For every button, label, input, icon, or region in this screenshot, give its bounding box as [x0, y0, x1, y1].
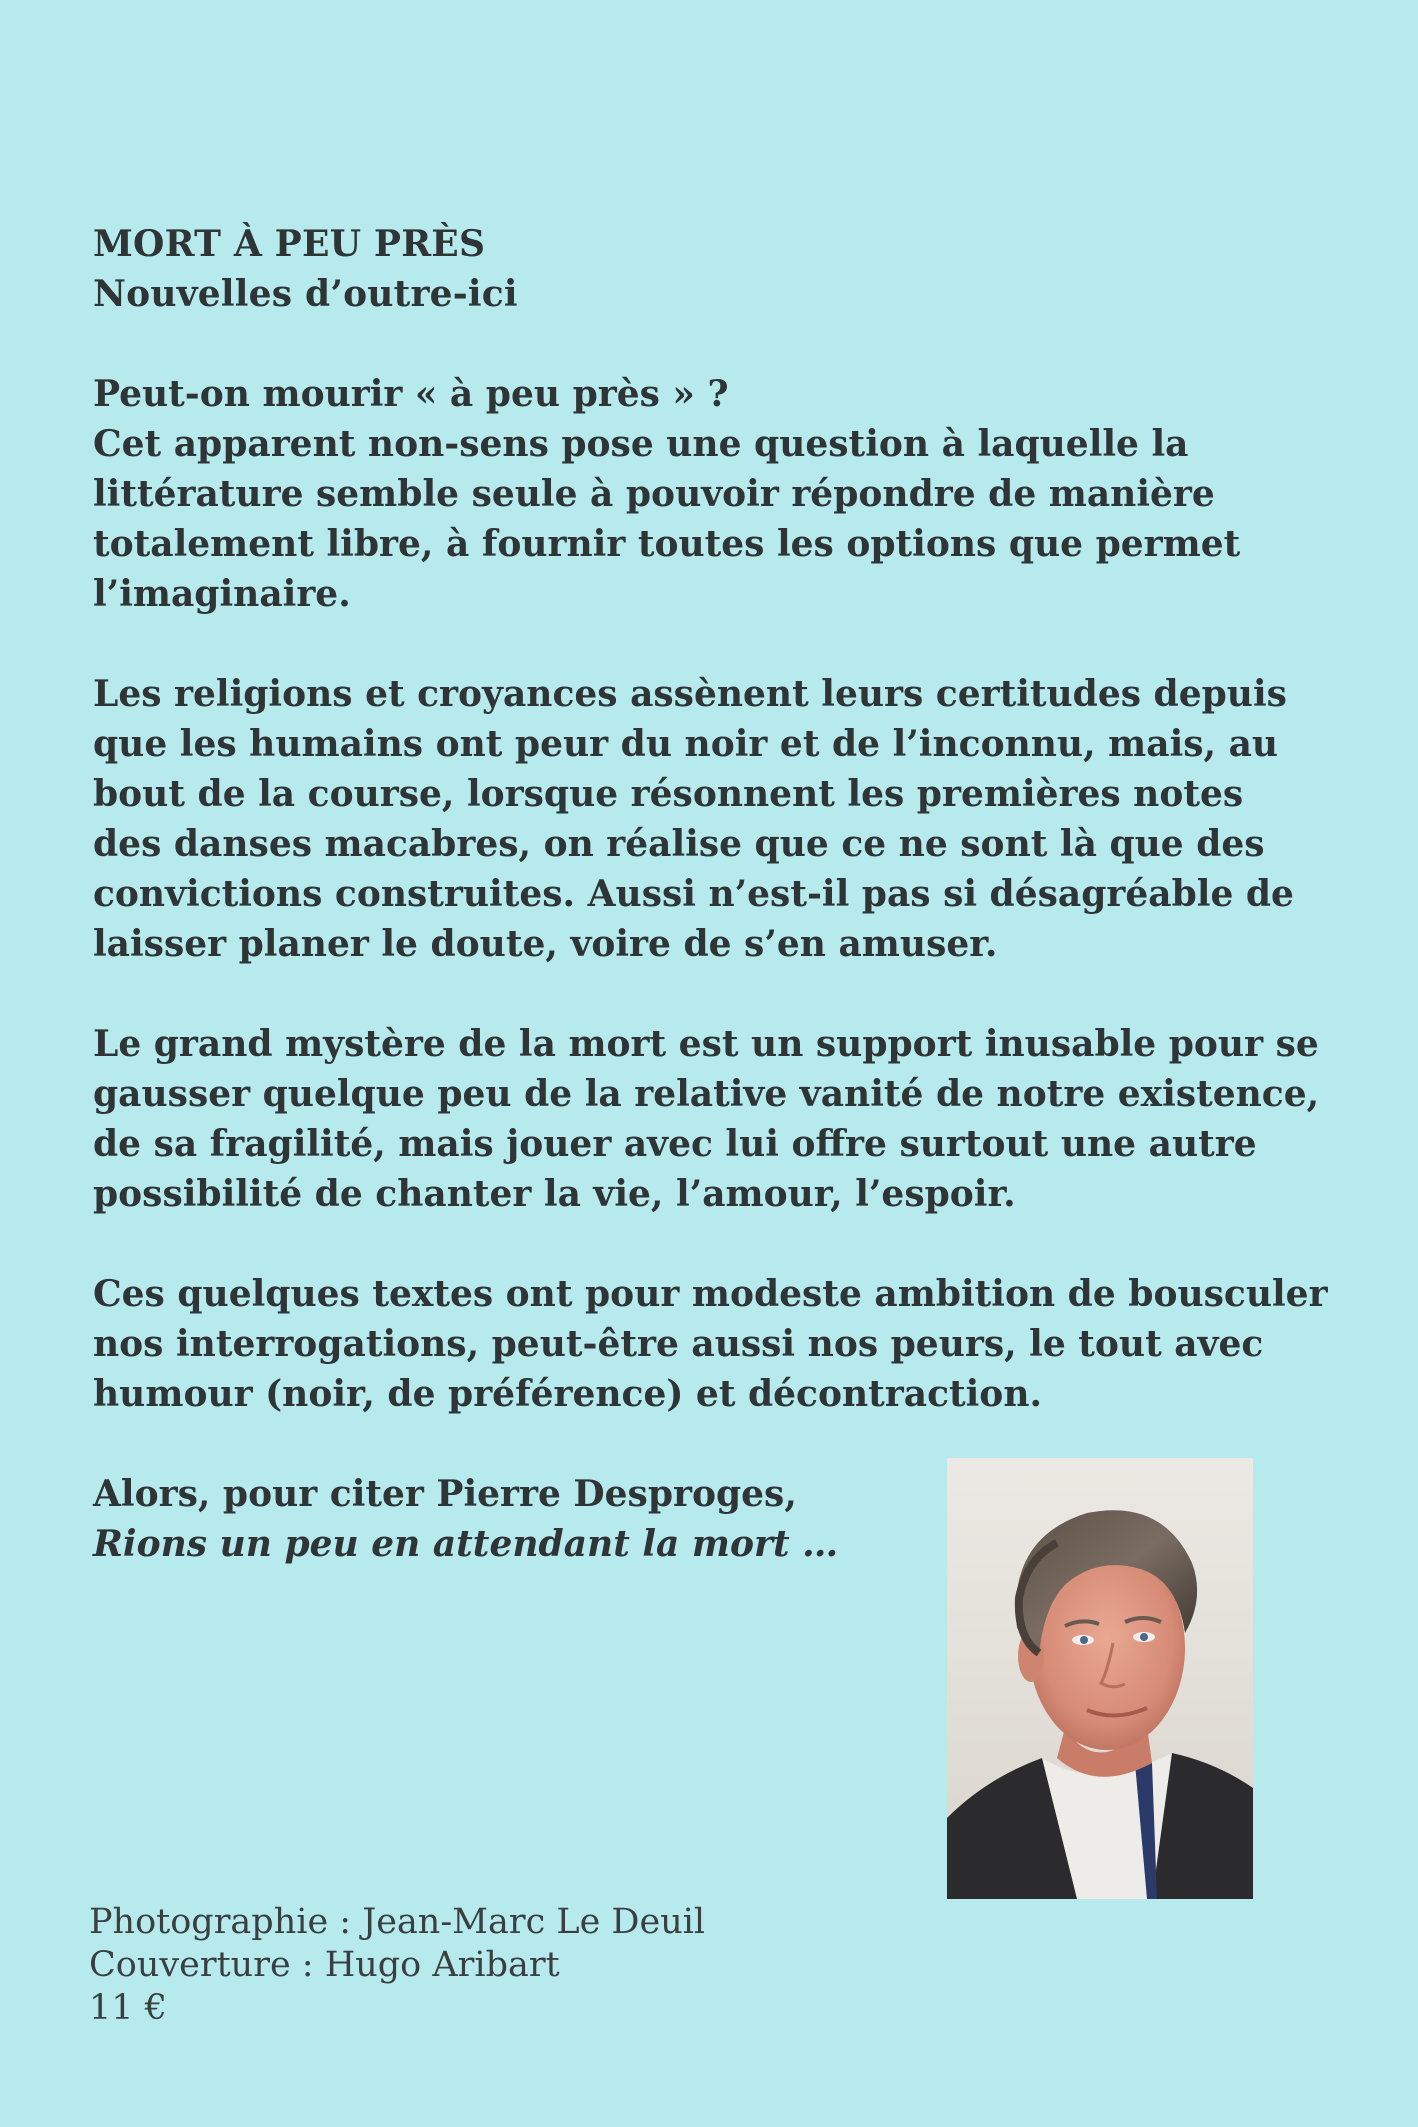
photo-credit: Photographie : Jean-Marc Le Deuil [89, 1902, 706, 1942]
blurb-paragraph-1: Peut-on mourir « à peu près » ? Cet apparent non-sens pose une question à laquelle la littérature semble seule à pouvoir répondre de manière totalement libre, à fournir toutes les options que permet l’imaginaire. [93, 373, 1241, 615]
book-title: MORT À PEU PRÈS [93, 223, 486, 265]
blurb-paragraph-3: Le grand mystère de la mort est un support inusable pour se gausser quelque peu de la relative vanité de notre existence, de sa fragilité, mais jouer avec lui offre surtout une autre possibilité de chanter la vie, l’amour, l’espoir. [93, 1023, 1320, 1215]
spacer [93, 1219, 1353, 1269]
spacer [93, 319, 1353, 369]
quote-intro: Alors, pour citer Pierre Desproges, [93, 1473, 797, 1515]
author-portrait-image [947, 1458, 1253, 1899]
cover-credit: Couverture : Hugo Aribart [89, 1945, 560, 1985]
blurb-text-block [93, 219, 1353, 1569]
blurb-paragraph-4: Ces quelques textes ont pour modeste ambition de bousculer nos interrogations, peut-être aussi nos peurs, le tout avec humour (noir, de préférence) et décontraction. [93, 1273, 1328, 1415]
blurb-paragraph-2: Les religions et croyances assènent leurs certitudes depuis que les humains ont peur du noir et de l’inconnu, mais, au bout de la course, lorsque résonnent les premières notes des danses macabres, on réalise que ce ne sont là que des convictions construites. Aussi n’est-il pas si désagréable de laisser planer le doute, voire de s’en amuser. [93, 673, 1294, 965]
author-photo [947, 1458, 1253, 1899]
credits-block [89, 1901, 989, 2030]
spacer [93, 969, 1353, 1019]
quote: Rions un peu en attendant la mort … [93, 1523, 839, 1565]
spacer [93, 619, 1353, 669]
book-subtitle: Nouvelles d’outre-ici [93, 273, 518, 315]
price-label: 11 € [89, 1988, 167, 2028]
